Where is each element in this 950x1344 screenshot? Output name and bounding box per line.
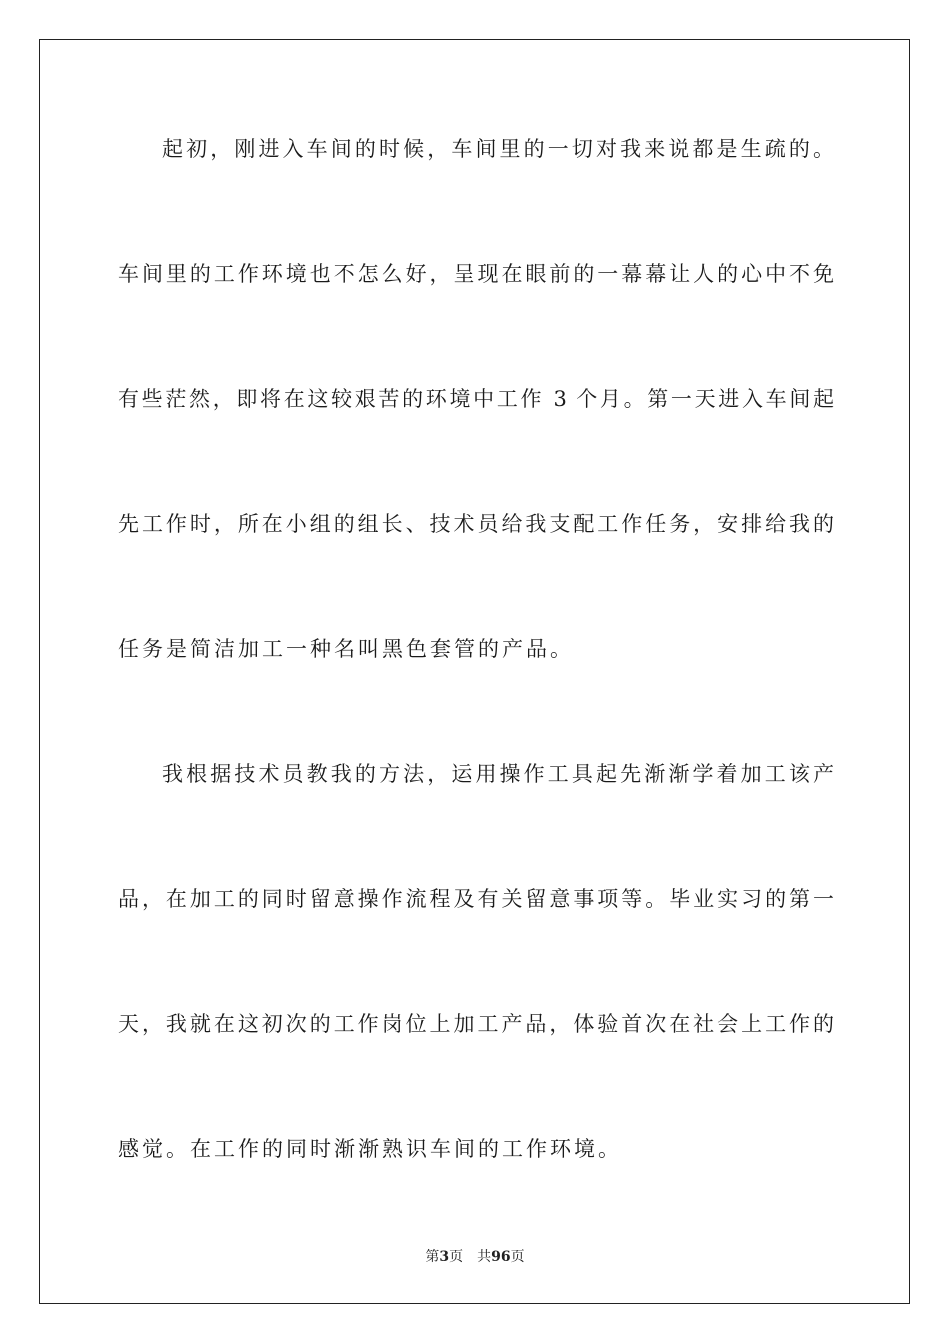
- paragraph-2-line-3: 天，我就在这初次的工作岗位上加工产品，体验首次在社会上工作的: [118, 1012, 834, 1036]
- paragraph-1-line-2: 车间里的工作环境也不怎么好，呈现在眼前的一幕幕让人的心中不免: [118, 262, 834, 286]
- paragraph-1-line-3: 有些茫然，即将在这较艰苦的环境中工作 3 个月。第一天进入车间起: [118, 387, 834, 411]
- paragraph-1-line-5: 任务是简洁加工一种名叫黑色套管的产品。: [118, 637, 574, 661]
- page-prefix: 第: [425, 1249, 440, 1265]
- paragraph-2-line-4: 感觉。在工作的同时渐渐熟识车间的工作环境。: [118, 1137, 622, 1161]
- page-border: [39, 39, 910, 1304]
- paragraph-2-line-2: 品，在加工的同时留意操作流程及有关留意事项等。毕业实习的第一: [118, 887, 834, 911]
- total-prefix: 共: [477, 1249, 492, 1265]
- paragraph-2-line-1: 我根据技术员教我的方法，运用操作工具起先渐渐学着加工该产: [162, 762, 834, 786]
- page-number: 3: [439, 1249, 450, 1265]
- paragraph-1-line-1: 起初，刚进入车间的时候，车间里的一切对我来说都是生疏的。: [162, 137, 834, 161]
- paragraph-1-line-4: 先工作时，所在小组的组长、技术员给我支配工作任务，安排给我的: [118, 512, 834, 536]
- page-suffix: 页: [449, 1249, 464, 1265]
- page-footer: [0, 1248, 950, 1266]
- total-suffix: 页: [510, 1249, 525, 1265]
- total-pages: 96: [491, 1249, 511, 1265]
